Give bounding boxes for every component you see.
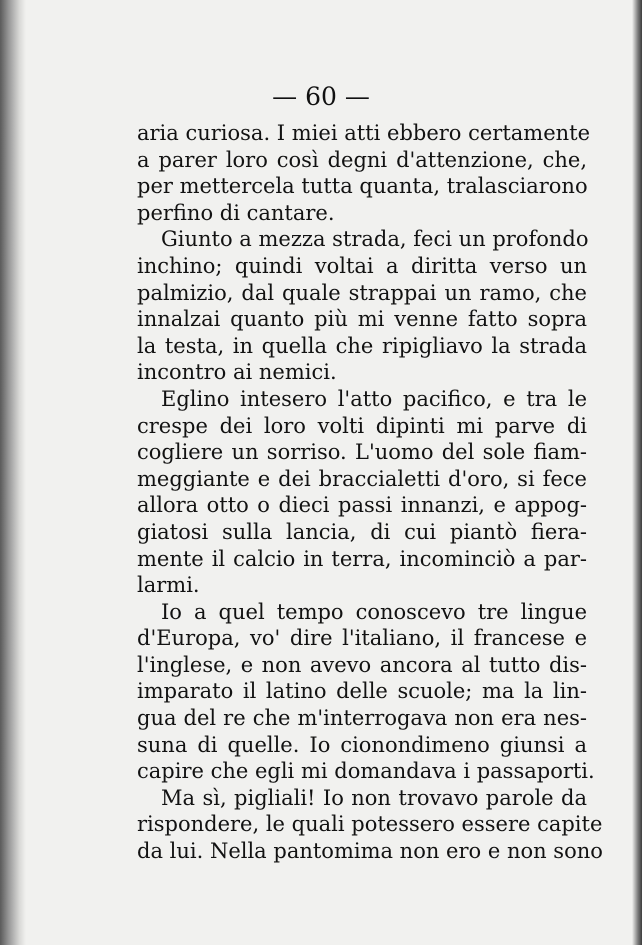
text-line: cogliere un sorriso. L'uomo del sole fiam- — [137, 440, 587, 465]
binding-shadow — [0, 0, 26, 945]
text-line: mente il calcio in terra, incominciò a par- — [137, 546, 587, 571]
text-line: l'inglese, e non avevo ancora al tutto dis- — [137, 652, 587, 677]
text-line: gua del re che m'interrogava non era nes- — [137, 706, 587, 731]
text-line: d'Europa, vo' dire l'italiano, il francese e — [137, 626, 587, 651]
text-line: giatosi sulla lancia, di cui piantò fiera- — [137, 519, 587, 544]
text-line: suna di quelle. Io cionondimeno giunsi a — [137, 732, 587, 757]
text-line: aria curiosa. I miei atti ebbero certamente — [137, 121, 591, 145]
text-line: Eglino intesero l'atto pacifico, e tra le — [161, 386, 587, 411]
text-line: Giunto a mezza strada, feci un profondo — [161, 227, 589, 252]
page-number: — 60 — — [272, 82, 370, 111]
text-line: capire che egli mi domandava i passaporti. — [137, 759, 595, 784]
text-line: palmizio, dal quale strappai un ramo, che — [137, 280, 587, 305]
text-line: perfino di cantare. — [137, 200, 335, 225]
text-line: la testa, in quella che ripigliavo la strada — [137, 333, 587, 358]
page-edge — [632, 0, 642, 945]
text-line: inchino; quindi voltai a diritta verso un — [137, 253, 587, 278]
text-line: meggiante e dei braccialetti d'oro, si fece — [137, 466, 587, 491]
text-line: per mettercela tutta quanta, tralasciarono — [137, 174, 588, 199]
text-line: crespe dei loro volti dipinti mi parve di — [137, 413, 587, 438]
body-text — [137, 120, 603, 865]
text-line: Io a quel tempo conoscevo tre lingue — [161, 599, 587, 624]
text-line: da lui. Nella pantomima non ero e non sono — [137, 839, 603, 864]
text-line: allora otto o dieci passi innanzi, e appog- — [137, 493, 587, 518]
text-line: incontro ai nemici. — [137, 360, 337, 385]
text-line: a parer loro così degni d'attenzione, che, — [137, 147, 587, 172]
text-line: larmi. — [137, 573, 200, 598]
text-line: imparato il latino delle scuole; ma la lin- — [137, 679, 587, 704]
text-line: innalzai quanto più mi venne fatto sopra — [137, 307, 587, 332]
text-line: Ma sì, pigliali! Io non trovavo parole da — [161, 785, 587, 810]
text-line: rispondere, le quali potessero essere capite — [137, 812, 603, 837]
